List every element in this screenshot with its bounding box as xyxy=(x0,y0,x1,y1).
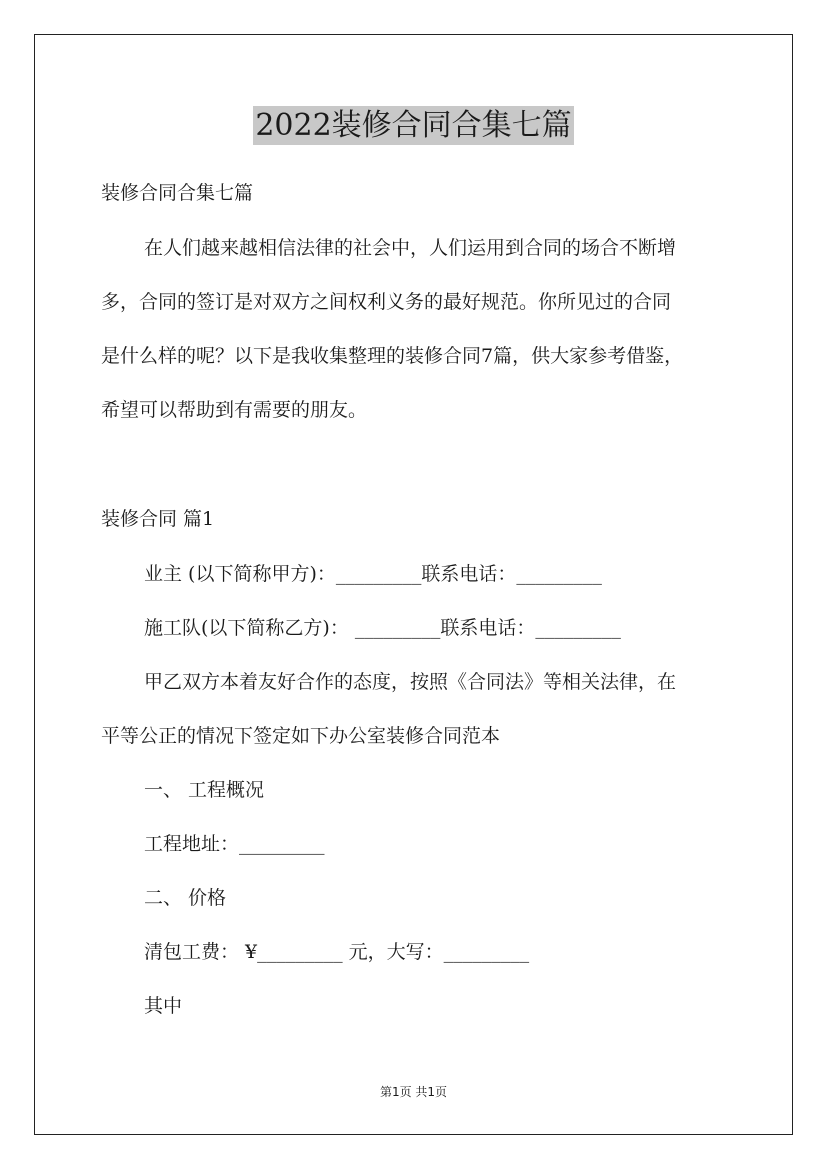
labor-fee-line: 清包工费： ¥_________ 元，大写：_________ xyxy=(144,941,530,963)
agreement-line-1: 甲乙双方本着友好合作的态度，按照《合同法》等相关法律，在 xyxy=(144,671,677,693)
intro-line-1: 在人们越来越相信法律的社会中，人们运用到合同的场合不断增 xyxy=(144,237,677,259)
agreement-line-2: 平等公正的情况下签定如下办公室装修合同范本 xyxy=(101,725,501,747)
section-title: 装修合同 篇1 xyxy=(101,508,215,530)
section-2-heading: 二、 价格 xyxy=(144,887,227,909)
document-title xyxy=(0,100,827,144)
among-line: 其中 xyxy=(144,995,183,1017)
section-1-heading: 一、 工程概况 xyxy=(144,779,265,801)
intro-line-2: 多，合同的签订是对双方之间权利义务的最好规范。你所见过的合同 xyxy=(101,291,672,313)
document-heading: 装修合同合集七篇 xyxy=(101,182,254,204)
contractor-line: 施工队(以下简称乙方)： _________联系电话：_________ xyxy=(144,617,621,639)
intro-line-3: 是什么样的呢？以下是我收集整理的装修合同7篇，供大家参考借鉴， xyxy=(101,345,684,367)
owner-line: 业主 (以下简称甲方)：_________联系电话：_________ xyxy=(144,563,602,585)
page-footer: 第1页 共1页 xyxy=(379,1085,448,1099)
project-address-line: 工程地址：_________ xyxy=(144,833,325,855)
title-text: 2022装修合同合集七篇 xyxy=(255,108,572,143)
intro-line-4: 希望可以帮助到有需要的朋友。 xyxy=(101,399,368,421)
